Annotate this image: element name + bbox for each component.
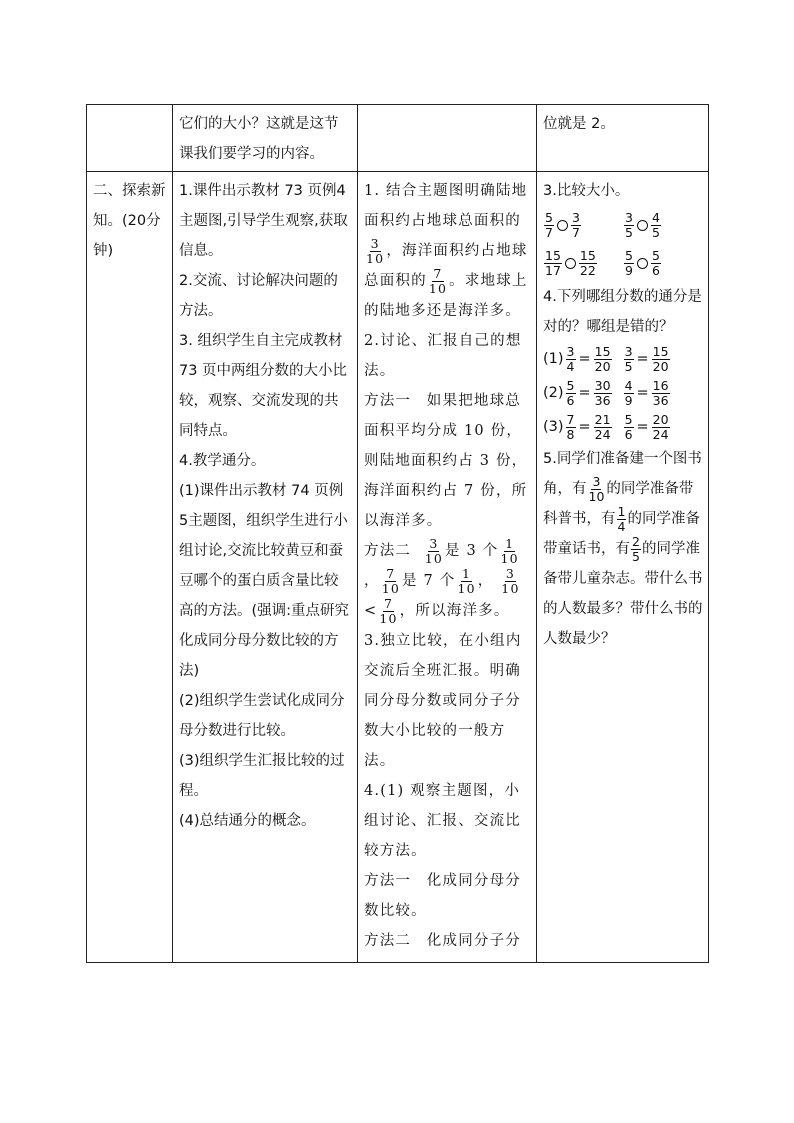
numerator: 2 — [632, 533, 640, 549]
denominator: 6 — [651, 262, 660, 278]
compare-pair — [543, 211, 623, 240]
teacher-step: (1)课件出示教材 74 页例5主题图，组织学生进行小组讨论,交流比较黄豆和蚕豆哪个的蛋白质含量比较高的方法。(强调:重点研究化成同分母分数比较的方法) — [179, 483, 350, 679]
cell-stage — [87, 105, 173, 172]
denominator: 20 — [652, 358, 669, 374]
equals-sign: = — [636, 351, 649, 367]
denominator: 8 — [566, 426, 575, 442]
fraction — [652, 345, 670, 374]
teacher-step: 4.教学通分。 — [179, 453, 266, 469]
numerator: 3 — [505, 565, 516, 581]
teacher-step: 1.课件出示教材 73 页例4主题图,引导学生观察,获取信息。 — [179, 183, 348, 259]
numerator: 5 — [625, 247, 633, 263]
fraction — [544, 249, 562, 278]
fraction — [624, 379, 634, 408]
fraction — [381, 567, 401, 596]
denominator: 22 — [579, 262, 596, 278]
equation-row — [543, 376, 703, 410]
teacher-step: (2)组织学生尝试化成同分母分数进行比较。 — [179, 693, 345, 739]
numerator: 3 — [370, 235, 380, 251]
numerator: 1 — [505, 535, 515, 551]
teacher-step: 2.交流、讨论解决问题的方法。 — [179, 273, 338, 319]
method-two — [364, 536, 531, 626]
numerator: 4 — [651, 209, 660, 225]
numerator: 5 — [566, 377, 575, 393]
numerator: 7 — [433, 265, 443, 281]
student-step-4: 4.(1) 观察主题图，小组讨论、汇报、交流比较方法。 — [364, 783, 521, 859]
cell-student-activity — [358, 105, 537, 172]
method-one: 方法一 化成同分母分数比较。 — [364, 873, 521, 919]
text: 位就是 2。 — [543, 116, 615, 132]
student-step-1 — [364, 176, 531, 326]
fraction — [566, 379, 576, 408]
answer-circle[interactable] — [637, 220, 648, 231]
text: 。求地球上的陆地多还是海洋多。 — [364, 273, 528, 319]
fraction — [594, 345, 612, 374]
item-label: (3) — [543, 419, 564, 435]
cell-teacher-activity — [173, 105, 358, 172]
numerator: 1 — [462, 565, 472, 581]
denominator: 6 — [624, 426, 633, 442]
numerator: 20 — [652, 411, 669, 427]
denominator: 10 — [501, 580, 520, 596]
fraction — [428, 267, 448, 296]
fraction — [571, 211, 581, 240]
table-row — [87, 172, 709, 963]
numerator: 3 — [429, 535, 439, 551]
compare-pair — [543, 249, 623, 278]
denominator: 10 — [424, 550, 444, 566]
numerator: 3 — [571, 209, 580, 225]
fraction — [500, 537, 520, 566]
denominator: 4 — [617, 518, 626, 534]
text: 方法二 — [364, 543, 412, 559]
equals-sign: = — [636, 385, 649, 401]
lesson-plan-table — [86, 104, 709, 963]
exercise-4-title: 4.下列哪组分数的通分是对的？哪组是错的？ — [543, 289, 702, 335]
numerator: 5 — [624, 411, 633, 427]
text: 1. 结合主题图明确陆地面积约占地球总面积的 — [364, 183, 528, 229]
numerator: 30 — [594, 377, 611, 393]
student-step-3: 3.独立比较，在小组内交流后全班汇报。明确同分母分数或同分子分数大小比较的一般方法。 — [364, 633, 522, 769]
fraction — [566, 345, 576, 374]
denominator: 10 — [428, 280, 448, 296]
text: 它们的大小？这就是这节课我们要学习的内容。 — [179, 116, 339, 162]
numerator: 4 — [624, 377, 633, 393]
equation-row — [543, 342, 703, 376]
equals-sign: = — [578, 385, 591, 401]
text: 的同学准备带科普书，有 — [543, 481, 694, 527]
item-label: (2) — [543, 385, 564, 401]
text: ， — [477, 573, 494, 589]
equation-row — [543, 410, 703, 444]
denominator: 5 — [651, 224, 660, 240]
fraction — [365, 237, 385, 266]
text: 5.同学们准备建一个图书角，有 — [543, 451, 702, 497]
fraction — [456, 567, 476, 596]
denominator: 5 — [632, 548, 640, 564]
denominator: 5 — [625, 224, 633, 240]
cell-student-activity — [358, 172, 537, 963]
denominator: 36 — [594, 392, 611, 408]
denominator: 9 — [624, 392, 633, 408]
numerator: 7 — [386, 565, 396, 581]
answer-circle[interactable] — [565, 258, 576, 269]
compare-pair — [623, 249, 703, 278]
numerator: 15 — [594, 343, 611, 359]
fraction — [378, 597, 398, 626]
fraction — [652, 413, 670, 442]
denominator: 36 — [652, 392, 669, 408]
student-step-2: 2.讨论、汇报自己的想法。 — [364, 333, 522, 379]
numerator: 16 — [652, 377, 669, 393]
text: 是 7 个 — [402, 573, 456, 589]
denominator: 20 — [594, 358, 611, 374]
numerator: 21 — [594, 411, 611, 427]
denominator: 10 — [366, 250, 385, 266]
fraction — [652, 379, 670, 408]
fraction — [631, 535, 641, 564]
denominator: 9 — [625, 262, 633, 278]
compare-pair — [623, 211, 703, 240]
fraction — [624, 249, 634, 278]
text: ，海洋面积约占地球总面积的 — [364, 243, 528, 289]
fraction — [594, 379, 612, 408]
teacher-step: 3. 组织学生自主完成教材 73 页中两组分数的大小比较，观察、交流发现的共同特点。 — [179, 333, 348, 439]
equals-sign: = — [636, 419, 649, 435]
denominator: 10 — [500, 550, 519, 566]
numerator: 3 — [625, 209, 633, 225]
denominator: 10 — [588, 488, 605, 504]
fraction — [424, 537, 444, 566]
method-two: 方法二 化成同分子分 — [364, 933, 521, 949]
stage-title: 二、探索新知。(20分钟) — [93, 183, 166, 259]
equals-sign: = — [578, 419, 591, 435]
cell-teacher-activity — [173, 172, 358, 963]
denominator: 24 — [594, 426, 611, 442]
fraction — [624, 413, 634, 442]
method-one: 方法一 如果把地球总面积平均分成 10 份，则陆地面积约占 3 份，海洋面积约占 7 份，所以海洋多。 — [364, 393, 528, 529]
equals-sign: = — [578, 351, 591, 367]
numerator: 7 — [566, 411, 575, 427]
fraction — [544, 211, 554, 240]
denominator: 10 — [379, 610, 398, 626]
text: ， — [364, 573, 380, 589]
less-than-sign: < — [364, 603, 378, 619]
denominator: 17 — [545, 262, 561, 278]
fraction — [624, 211, 634, 240]
fraction — [500, 567, 520, 596]
fraction — [579, 249, 597, 278]
denominator: 10 — [381, 580, 401, 596]
numerator: 15 — [652, 343, 669, 359]
denominator: 10 — [457, 580, 476, 596]
text: 是 3 个 — [445, 543, 499, 559]
fraction — [624, 345, 634, 374]
numerator: 5 — [651, 247, 660, 263]
cell-exercise — [537, 105, 709, 172]
exercise-5 — [543, 444, 703, 654]
denominator: 4 — [566, 358, 575, 374]
fraction — [651, 211, 661, 240]
table-row — [87, 105, 709, 172]
cell-stage — [87, 172, 173, 963]
fraction — [588, 475, 606, 504]
numerator: 1 — [617, 503, 626, 519]
answer-circle[interactable] — [637, 258, 648, 269]
numerator: 5 — [545, 209, 553, 225]
denominator: 7 — [571, 224, 580, 240]
numerator: 3 — [566, 343, 575, 359]
fraction — [617, 505, 627, 534]
text: ，所以海洋多。 — [399, 603, 510, 619]
answer-circle[interactable] — [557, 220, 568, 231]
compare-row — [543, 206, 703, 244]
numerator: 7 — [383, 595, 394, 611]
denominator: 6 — [566, 392, 575, 408]
cell-exercise — [537, 172, 709, 963]
denominator: 24 — [652, 426, 669, 442]
teacher-step: (4)总结通分的概念。 — [179, 813, 316, 829]
item-label: (1) — [543, 351, 564, 367]
numerator: 15 — [545, 247, 561, 263]
exercise-3-title: 3.比较大小。 — [543, 183, 630, 199]
text: 的同学准备带儿童杂志。带什么书的人数最多？带什么书的人数最少？ — [543, 541, 703, 647]
numerator: 15 — [579, 247, 596, 263]
compare-row — [543, 244, 703, 282]
denominator: 7 — [545, 224, 553, 240]
fraction — [566, 413, 576, 442]
numerator: 3 — [592, 473, 601, 489]
fraction — [651, 249, 661, 278]
denominator: 5 — [624, 358, 633, 374]
teacher-step: (3)组织学生汇报比较的过程。 — [179, 753, 345, 799]
numerator: 3 — [624, 343, 633, 359]
fraction — [594, 413, 612, 442]
text: 的同学准备带童话书，有 — [543, 511, 700, 557]
